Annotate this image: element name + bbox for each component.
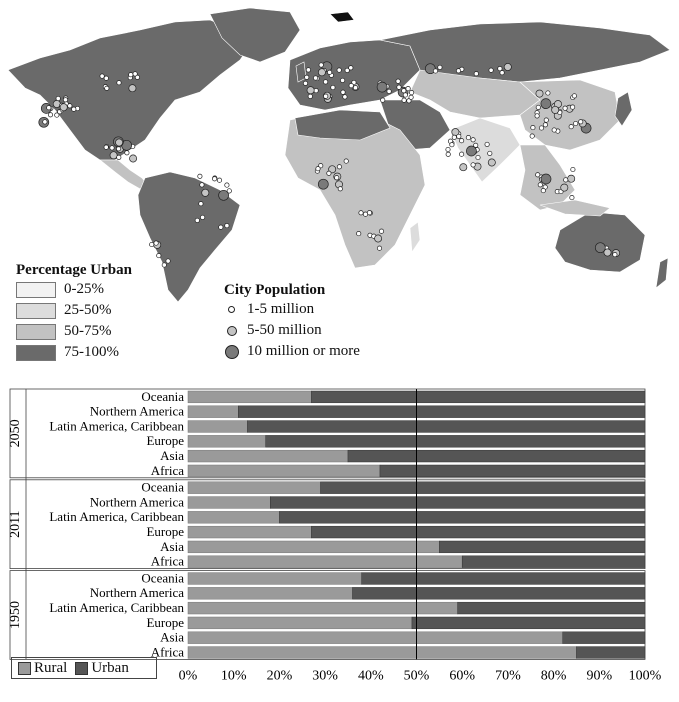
city-dot — [409, 95, 413, 99]
city-dot — [357, 231, 361, 235]
city-dot — [303, 81, 307, 85]
city-dot — [471, 138, 475, 142]
city-dot — [459, 152, 463, 156]
category-label: Northern America — [89, 403, 184, 419]
x-tick-label: 70% — [495, 668, 521, 684]
city-dot — [349, 66, 353, 70]
category-label: Europe — [146, 614, 184, 630]
x-tick-label: 20% — [266, 668, 293, 684]
city-legend-label: 10 million or more — [247, 343, 360, 359]
urban-bar — [458, 602, 645, 614]
city-dot — [116, 139, 123, 146]
city-dot — [552, 106, 559, 113]
city-dot — [359, 211, 363, 215]
urban-bar — [270, 497, 645, 509]
category-label: Asia — [160, 538, 184, 554]
city-dot — [349, 83, 353, 87]
city-dot — [337, 68, 341, 72]
city-dot — [570, 105, 574, 109]
year-label: 2011 — [8, 510, 23, 538]
city-dot — [375, 235, 382, 242]
city-dot — [225, 183, 229, 187]
city-dot — [569, 125, 573, 129]
city-dot — [543, 123, 547, 127]
urban-legend-swatch — [75, 662, 88, 675]
city-dot — [331, 85, 335, 89]
city-dot — [117, 81, 121, 85]
city-dot — [217, 178, 221, 182]
city-dot — [504, 63, 511, 70]
city-dot — [56, 96, 60, 100]
urban-bar — [266, 435, 645, 447]
rural-bar — [188, 617, 412, 629]
city-dot — [568, 175, 575, 182]
city-dot — [68, 104, 72, 108]
city-legend-label: 5-50 million — [247, 322, 322, 338]
city-dot — [536, 105, 540, 109]
city-dot — [225, 223, 229, 227]
city-dot — [466, 146, 476, 156]
rural-bar — [188, 632, 563, 644]
city-dot — [307, 87, 314, 94]
city-dot — [466, 135, 470, 139]
city-dot — [200, 215, 204, 219]
urban-legend-label: 75-100% — [64, 344, 119, 360]
x-tick-label: 80% — [540, 668, 567, 684]
rural-bar — [188, 391, 311, 403]
urban-bar — [353, 587, 645, 599]
city-dot — [130, 155, 137, 162]
city-dot — [104, 76, 108, 80]
category-label: Latin America, Caribbean — [49, 418, 184, 434]
x-tick-label: 90% — [586, 668, 613, 684]
city-dot — [377, 246, 381, 250]
city-dot — [314, 88, 318, 92]
city-dot — [531, 125, 535, 129]
urban-bar — [311, 526, 645, 538]
city-dot — [199, 202, 203, 206]
category-label: Northern America — [89, 494, 184, 510]
city-dot — [212, 177, 216, 181]
city-legend-item — [224, 320, 360, 341]
urban-legend-label: 0-25% — [64, 281, 104, 297]
city-dot — [105, 86, 109, 90]
city-dot — [110, 152, 117, 159]
urban-bar — [412, 617, 645, 629]
city-dot — [154, 241, 158, 245]
city-dot — [541, 99, 551, 109]
category-label: Africa — [150, 644, 184, 660]
new-zealand — [656, 258, 668, 288]
city-dot — [318, 69, 325, 76]
city-dot — [485, 142, 489, 146]
x-tick-label: 30% — [312, 668, 338, 684]
urban-bar — [348, 450, 645, 462]
city-dot — [539, 126, 543, 130]
city-dot — [396, 79, 400, 83]
united-kingdom — [296, 62, 306, 82]
city-dot — [402, 98, 406, 102]
city-dot — [100, 74, 104, 78]
city-dot — [446, 147, 450, 151]
rural-bar — [188, 556, 462, 568]
city-dot — [344, 159, 348, 163]
city-dot — [125, 151, 129, 155]
city-dot — [47, 106, 51, 110]
urban-bar — [238, 406, 645, 418]
city-dot — [500, 71, 504, 75]
city-dot — [319, 63, 323, 67]
city-dot — [318, 179, 328, 189]
city-dot — [387, 89, 391, 93]
chart-legend — [11, 657, 157, 679]
city-dot — [406, 86, 410, 90]
rural-bar — [188, 511, 279, 523]
urban-swatch-0 — [16, 282, 56, 298]
category-label: Northern America — [89, 585, 184, 601]
city-legend-item — [224, 341, 360, 362]
australia — [555, 212, 645, 272]
city-dot — [409, 90, 413, 94]
urban-legend-item — [16, 342, 132, 363]
city-dot — [474, 72, 478, 76]
rural-bar — [188, 602, 458, 614]
rural-bar — [188, 465, 380, 477]
city-dot — [110, 146, 114, 150]
city-dot — [460, 164, 467, 171]
urban-legend-label: 50-75% — [64, 323, 112, 339]
city-dot — [563, 106, 567, 110]
urban-bar — [362, 573, 645, 585]
category-label: Europe — [146, 524, 184, 539]
rural-bar — [188, 541, 439, 553]
city-dot — [546, 91, 550, 95]
category-label: Africa — [150, 553, 184, 569]
city-legend-label: 1-5 million — [247, 301, 315, 317]
x-tick-label: 40% — [357, 668, 384, 684]
madagascar — [410, 222, 420, 252]
city-legend — [224, 282, 360, 362]
city-dot — [63, 98, 67, 102]
x-tick-label: 100% — [628, 668, 662, 684]
city-dot — [446, 152, 450, 156]
land-masses — [8, 8, 670, 302]
urban-bar — [576, 647, 645, 659]
city-dot — [53, 100, 60, 107]
south-asia — [450, 118, 520, 182]
urban-bar — [462, 556, 645, 568]
large-city-dot — [225, 345, 239, 359]
urban-bar — [380, 465, 645, 477]
small-city-dot — [228, 306, 235, 313]
urban-swatch-3 — [16, 345, 56, 361]
urban-legend-label: Urban — [91, 659, 129, 676]
category-label: Oceania — [141, 570, 184, 586]
urban-swatch-1 — [16, 303, 56, 319]
rural-bar — [188, 647, 576, 659]
city-dot — [552, 128, 556, 132]
urban-legend-label: 25-50% — [64, 302, 112, 318]
x-tick-label: 10% — [220, 668, 247, 684]
rural-bar — [188, 435, 266, 447]
category-label: Oceania — [141, 479, 184, 495]
city-dot — [452, 135, 456, 139]
city-dot — [579, 120, 583, 124]
city-dot — [133, 72, 137, 76]
year-label: 1950 — [8, 601, 23, 629]
city-dot — [55, 113, 59, 117]
city-dot — [323, 80, 327, 84]
city-dot — [353, 86, 357, 90]
category-label: Europe — [146, 433, 184, 449]
city-dot — [150, 242, 154, 246]
city-dot — [438, 65, 442, 69]
city-dot — [129, 85, 136, 92]
city-dot — [43, 120, 47, 124]
city-dot — [313, 76, 317, 80]
urban-bar — [279, 511, 645, 523]
city-dot — [541, 174, 551, 184]
city-dot — [471, 163, 475, 167]
city-dot — [117, 155, 121, 159]
city-dot — [116, 147, 120, 151]
urban-bar — [311, 391, 645, 403]
x-tick-label: 0% — [178, 668, 198, 684]
city-dot — [338, 187, 342, 191]
rural-bar — [188, 526, 311, 538]
urban-legend-title: Percentage Urban — [16, 262, 132, 278]
rural-legend-swatch — [18, 662, 31, 675]
city-dot — [195, 218, 199, 222]
urban-legend-item — [16, 321, 132, 342]
city-dot — [327, 70, 331, 74]
city-dot — [341, 90, 345, 94]
city-dot — [571, 167, 575, 171]
city-dot — [219, 225, 223, 229]
city-dot — [595, 243, 605, 253]
x-tick-label: 60% — [449, 668, 476, 684]
city-dot — [561, 184, 568, 191]
city-dot — [157, 253, 161, 257]
city-dot — [450, 143, 454, 147]
x-tick-label: 50% — [403, 668, 430, 684]
city-dot — [498, 66, 502, 70]
rural-bar — [188, 406, 238, 418]
urban-bar — [439, 541, 645, 553]
category-label: Asia — [160, 448, 184, 463]
city-dot — [570, 195, 574, 199]
city-dot — [433, 69, 437, 73]
svalbard — [330, 12, 354, 22]
urban-legend-item — [16, 300, 132, 321]
city-dot — [459, 139, 463, 143]
rural-bar — [188, 450, 348, 462]
city-dot — [381, 98, 385, 102]
city-dot — [572, 94, 576, 98]
urban-legend — [16, 262, 132, 363]
rural-bar — [188, 587, 353, 599]
city-dot — [530, 134, 534, 138]
city-dot — [379, 229, 383, 233]
city-dot — [129, 73, 133, 77]
city-dot — [457, 134, 461, 138]
city-dot — [324, 94, 328, 98]
city-dot — [489, 68, 493, 72]
rural-bar — [188, 497, 270, 509]
city-dot — [202, 189, 209, 196]
city-dot — [397, 85, 401, 89]
city-dot — [200, 183, 204, 187]
year-label: 2050 — [8, 419, 23, 448]
urban-bar — [321, 482, 645, 494]
city-dot — [538, 183, 542, 187]
urban-legend-item — [16, 279, 132, 300]
medium-city-dot — [227, 326, 237, 336]
city-dot — [340, 78, 344, 82]
city-dot — [402, 89, 406, 93]
city-dot — [564, 178, 568, 182]
city-dot — [316, 167, 320, 171]
city-dot — [72, 107, 76, 111]
city-dot — [613, 252, 617, 256]
city-dot — [544, 118, 548, 122]
city-dot — [308, 94, 312, 98]
category-label: Latin America, Caribbean — [49, 600, 184, 615]
city-dot — [104, 145, 108, 149]
rural-legend-label: Rural — [34, 659, 68, 676]
city-dot — [198, 174, 202, 178]
rural-bar — [188, 482, 321, 494]
city-dot — [219, 190, 229, 200]
city-dot — [367, 211, 371, 215]
category-label: Oceania — [141, 388, 184, 404]
city-dot — [337, 165, 341, 169]
city-dot — [343, 95, 347, 99]
category-label: Latin America, Caribbean — [49, 509, 184, 525]
city-dot — [535, 114, 539, 118]
city-legend-title: City Population — [224, 282, 326, 298]
rural-bar — [188, 573, 362, 585]
city-dot — [536, 90, 543, 97]
urban-swatch-2 — [16, 324, 56, 340]
category-label: Africa — [150, 462, 184, 478]
urban-bar — [247, 421, 645, 433]
urban-bar — [563, 632, 645, 644]
city-dot — [574, 121, 578, 125]
stacked-bar-chart — [0, 385, 679, 702]
city-dot — [377, 82, 387, 92]
city-dot — [488, 151, 492, 155]
city-dot — [305, 75, 309, 79]
rural-bar — [188, 421, 247, 433]
city-dot — [48, 113, 52, 117]
city-dot — [60, 104, 67, 111]
urbanization-chart — [0, 385, 679, 702]
category-label: Asia — [160, 629, 184, 645]
city-dot — [166, 259, 170, 263]
city-dot — [327, 171, 331, 175]
city-dot — [488, 159, 495, 166]
city-dot — [335, 176, 339, 180]
city-dot — [162, 263, 166, 267]
city-dot — [306, 68, 310, 72]
city-dot — [456, 69, 460, 73]
city-dot — [541, 188, 545, 192]
city-dot — [403, 93, 407, 97]
city-dot — [476, 155, 480, 159]
city-legend-item — [224, 299, 360, 320]
